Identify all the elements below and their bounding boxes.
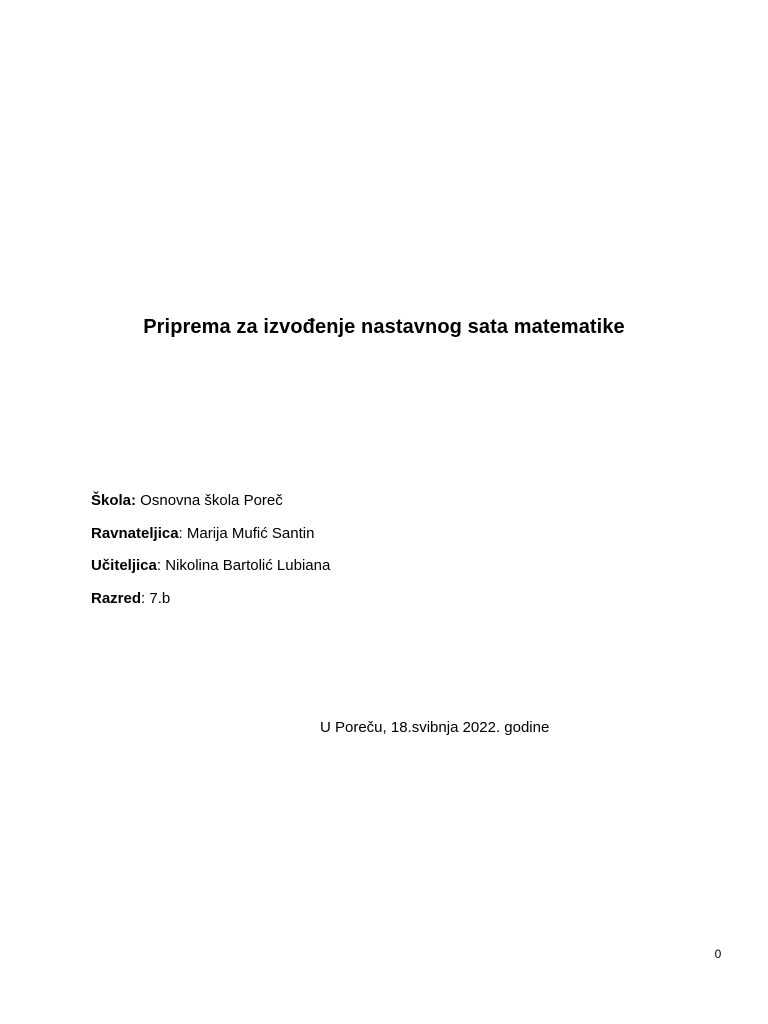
info-value-school: Osnovna škola Poreč (136, 492, 283, 509)
info-label-school: Škola: (91, 492, 137, 509)
place-date: U Poreču, 18.svibnja 2022. godine (320, 719, 550, 736)
info-value-class: : 7.b (141, 589, 171, 607)
info-value-principal: : Marija Mufić Santin (178, 524, 315, 542)
info-row-principal (91, 525, 591, 543)
info-row-teacher (91, 557, 591, 575)
info-row-class (91, 590, 591, 608)
info-value-teacher: : Nikolina Bartolić Lubiana (156, 557, 331, 574)
info-row-school (91, 492, 591, 510)
page-number: 0 (714, 947, 722, 961)
info-label-teacher: Učiteljica (91, 557, 157, 574)
info-label-principal: Ravnateljica (91, 524, 179, 542)
info-label-class: Razred (91, 589, 142, 607)
info-block (91, 492, 591, 622)
document-title: Priprema za izvođenje nastavnog sata matematike (143, 316, 625, 338)
